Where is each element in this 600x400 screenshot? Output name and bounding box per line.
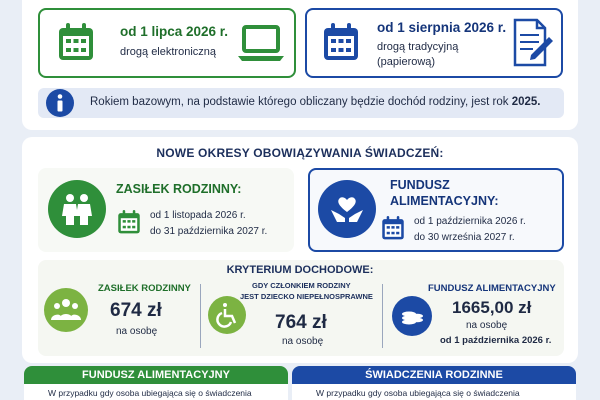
- wheelchair-icon: [208, 296, 246, 334]
- calendar-icon: [56, 20, 96, 64]
- base-year-value: 2025.: [511, 96, 541, 108]
- disabled-criterion-amount: 764 zł: [275, 312, 327, 333]
- disabled-criterion-label-line2: JEST DZIECKO NIEPEŁNOSPRAWNE: [240, 292, 373, 301]
- alimony-fund-start: od 1 października 2026 r.: [414, 216, 526, 227]
- calendar-icon: [321, 20, 361, 64]
- calendar-icon: [380, 214, 406, 242]
- alimony-fund-section: [24, 366, 288, 400]
- alimony-fund-title: FUNDUSZ: [390, 178, 450, 192]
- alimony-fund-title-line2: ALIMENTACYJNY:: [390, 194, 499, 208]
- alimony-fund-period-card: [308, 168, 564, 252]
- family-allowance-end: do 31 października 2027 r.: [150, 226, 268, 237]
- disabled-criterion-label: GDY CZŁONKIEM RODZINY: [252, 281, 351, 290]
- paper-method-note: (papierową): [377, 56, 436, 68]
- family-icon: [48, 180, 106, 238]
- family-allowance-criterion-per: na osobę: [116, 326, 158, 337]
- disabled-criterion-per: na osobę: [282, 336, 324, 347]
- electronic-date: od 1 lipca 2026 r.: [120, 24, 229, 39]
- alimony-criterion-label: FUNDUSZ ALIMENTACYJNY: [428, 283, 556, 294]
- alimony-fund-end: do 30 września 2027 r.: [414, 232, 515, 243]
- calendar-icon: [116, 208, 142, 236]
- document-pen-icon: [511, 16, 555, 70]
- heart-hands-icon: [318, 180, 376, 238]
- base-year-info-bar: [38, 88, 564, 118]
- coins-icon: [392, 296, 432, 336]
- periods-title: NOWE OKRESY OBOWIĄZYWANIA ŚWIADCZEŃ:: [156, 146, 444, 160]
- alimony-fund-text: W przypadku gdy osoba ubiegająca się o świadczenia: [48, 388, 252, 398]
- paper-submission-card: [305, 8, 563, 78]
- alimony-criterion-per: na osobę: [466, 320, 508, 331]
- family-allowance-start: od 1 listopada 2026 r.: [150, 210, 246, 221]
- family-allowance-criterion-amount: 674 zł: [110, 300, 162, 321]
- divider: [200, 284, 201, 348]
- alimony-criterion-amount: 1665,00 zł: [452, 298, 532, 317]
- alimony-fund-header: FUNDUSZ ALIMENTACYJNY: [24, 366, 288, 384]
- base-year-text: [90, 96, 540, 108]
- paper-method: drogą tradycyjną: [377, 41, 459, 53]
- info-icon: [46, 89, 74, 117]
- family-benefits-section: [292, 366, 576, 400]
- electronic-method: drogą elektroniczną: [120, 46, 217, 58]
- family-benefits-text: W przypadku gdy osoba ubiegająca się o świadczenia: [316, 388, 520, 398]
- family-allowance-title: ZASIŁEK RODZINNY:: [116, 182, 242, 196]
- base-year-sentence: Rokiem bazowym, na podstawie którego obliczany będzie dochód rodziny, jest rok: [90, 96, 509, 108]
- divider: [382, 284, 383, 348]
- family-allowance-criterion-label: ZASIŁEK RODZINNY: [98, 283, 191, 294]
- group-icon: [44, 288, 88, 332]
- laptop-icon: [236, 22, 286, 66]
- income-criterion-title: KRYTERIUM DOCHODOWE:: [226, 264, 374, 276]
- paper-date: od 1 sierpnia 2026 r.: [377, 20, 507, 35]
- family-benefits-header: ŚWIADCZENIA RODZINNE: [292, 366, 576, 384]
- family-allowance-period-card: [38, 168, 294, 252]
- alimony-criterion-from: od 1 października 2026 r.: [440, 335, 552, 346]
- electronic-submission-card: [38, 8, 296, 78]
